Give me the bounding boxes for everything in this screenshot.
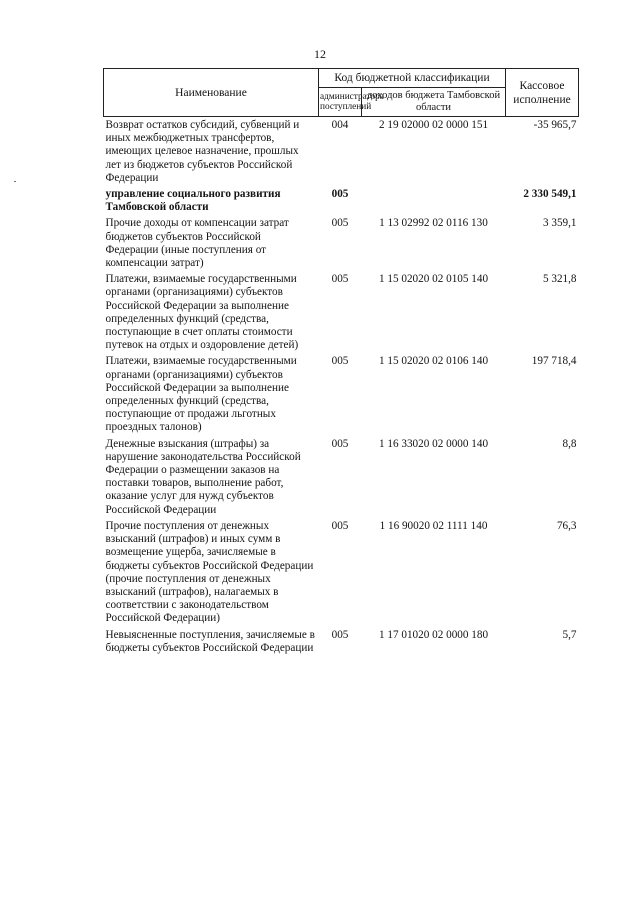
- row-admin-code: 005: [331, 519, 349, 532]
- row-admin-code: 004: [331, 119, 349, 131]
- row-income-code: 1 13 02992 02 0116 130: [379, 217, 488, 230]
- row-admin-code: 005: [331, 273, 349, 286]
- header-admin: [319, 88, 384, 117]
- row-admin-code: 005: [331, 217, 349, 230]
- row-income-code: 1 15 02020 02 0106 140: [378, 355, 489, 368]
- row-income-code: 1 15 02020 02 0105 140: [378, 273, 489, 286]
- budget-table: [103, 68, 579, 658]
- row-amount: 5 321,8: [542, 273, 577, 286]
- row-admin-code: 005: [331, 355, 349, 368]
- page-number: 12: [314, 47, 326, 61]
- row-name: Платежи, взимаемые государственными органами (организациями) субъектов Российской Федерации за выполнение определенных функций (средства, поступающие в счет оплаты стоимости путевок на отдых и оздоровление детей): [105, 273, 299, 352]
- header-name: Наименование: [104, 69, 319, 117]
- table-row: [104, 520, 579, 629]
- row-name: управление социального развития Тамбовской области: [105, 188, 281, 214]
- table-row: [104, 438, 579, 520]
- row-income-code: 1 16 33020 02 0000 140: [378, 437, 489, 450]
- row-name: Невыясненные поступления, зачисляемые в бюджеты субъектов Российской Федерации: [105, 628, 315, 654]
- row-amount: 3 359,1: [542, 217, 577, 230]
- row-amount: -35 965,7: [533, 119, 577, 131]
- row-amount: 5,7: [562, 628, 577, 641]
- row-amount: 2 330 549,1: [523, 188, 577, 201]
- row-name: Возврат остатков субсидий, субвенций и иных межбюджетных трансфертов, имеющих целевое назначение, прошлых лет из бюджетов субъектов Российской Федерации: [105, 119, 300, 184]
- row-amount: 76,3: [556, 519, 577, 532]
- table-row: [104, 629, 579, 658]
- header-admin-label: администратора поступлений: [320, 91, 384, 112]
- scan-mark: [14, 181, 16, 182]
- row-name: Прочие поступления от денежных взысканий (штрафов) и иных сумм в возмещение ущерба, зачисляемые в бюджеты субъектов Российской Федерации (прочие поступления от денежных взысканий (штрафов), налагаемых в соответствии с законодательством Российской Федерации): [105, 519, 314, 625]
- row-amount: 8,8: [562, 437, 577, 450]
- header-income: доходов бюджета Тамбовской области: [362, 88, 506, 117]
- row-income-code: [362, 188, 506, 217]
- header-classification: Код бюджетной классификации: [319, 69, 506, 88]
- table-row: [104, 273, 579, 355]
- table-body: [104, 117, 579, 658]
- row-name: Платежи, взимаемые государственными органами (организациями) субъектов Российской Федерации за выполнение определенных функций (средства, поступающие от продажи льготных проездных талонов): [105, 355, 297, 434]
- row-income-code: 2 19 02000 02 0000 151: [378, 119, 489, 131]
- header-execution: Кассовое исполнение: [506, 69, 579, 117]
- row-admin-code: 005: [331, 628, 349, 641]
- row-income-code: 1 16 90020 02 1111 140: [379, 519, 488, 532]
- row-admin-code: 005: [331, 188, 349, 201]
- row-admin-code: 005: [331, 437, 349, 450]
- row-amount: 197 718,4: [531, 355, 577, 368]
- table-row: [104, 217, 579, 273]
- row-income-code: 1 17 01020 02 0000 180: [378, 628, 489, 641]
- table-row: [104, 355, 579, 437]
- row-name: Денежные взыскания (штрафы) за нарушение законодательства Российской Федерации о размещении заказов на поставки товаров, выполнение работ, оказание услуг для нужд субъектов Российской Федерации: [105, 437, 301, 516]
- table-row: [104, 188, 579, 217]
- table-row: [104, 117, 579, 189]
- row-name: Прочие доходы от компенсации затрат бюджетов субъектов Российской Федерации (иные поступления от компенсации затрат): [105, 217, 289, 270]
